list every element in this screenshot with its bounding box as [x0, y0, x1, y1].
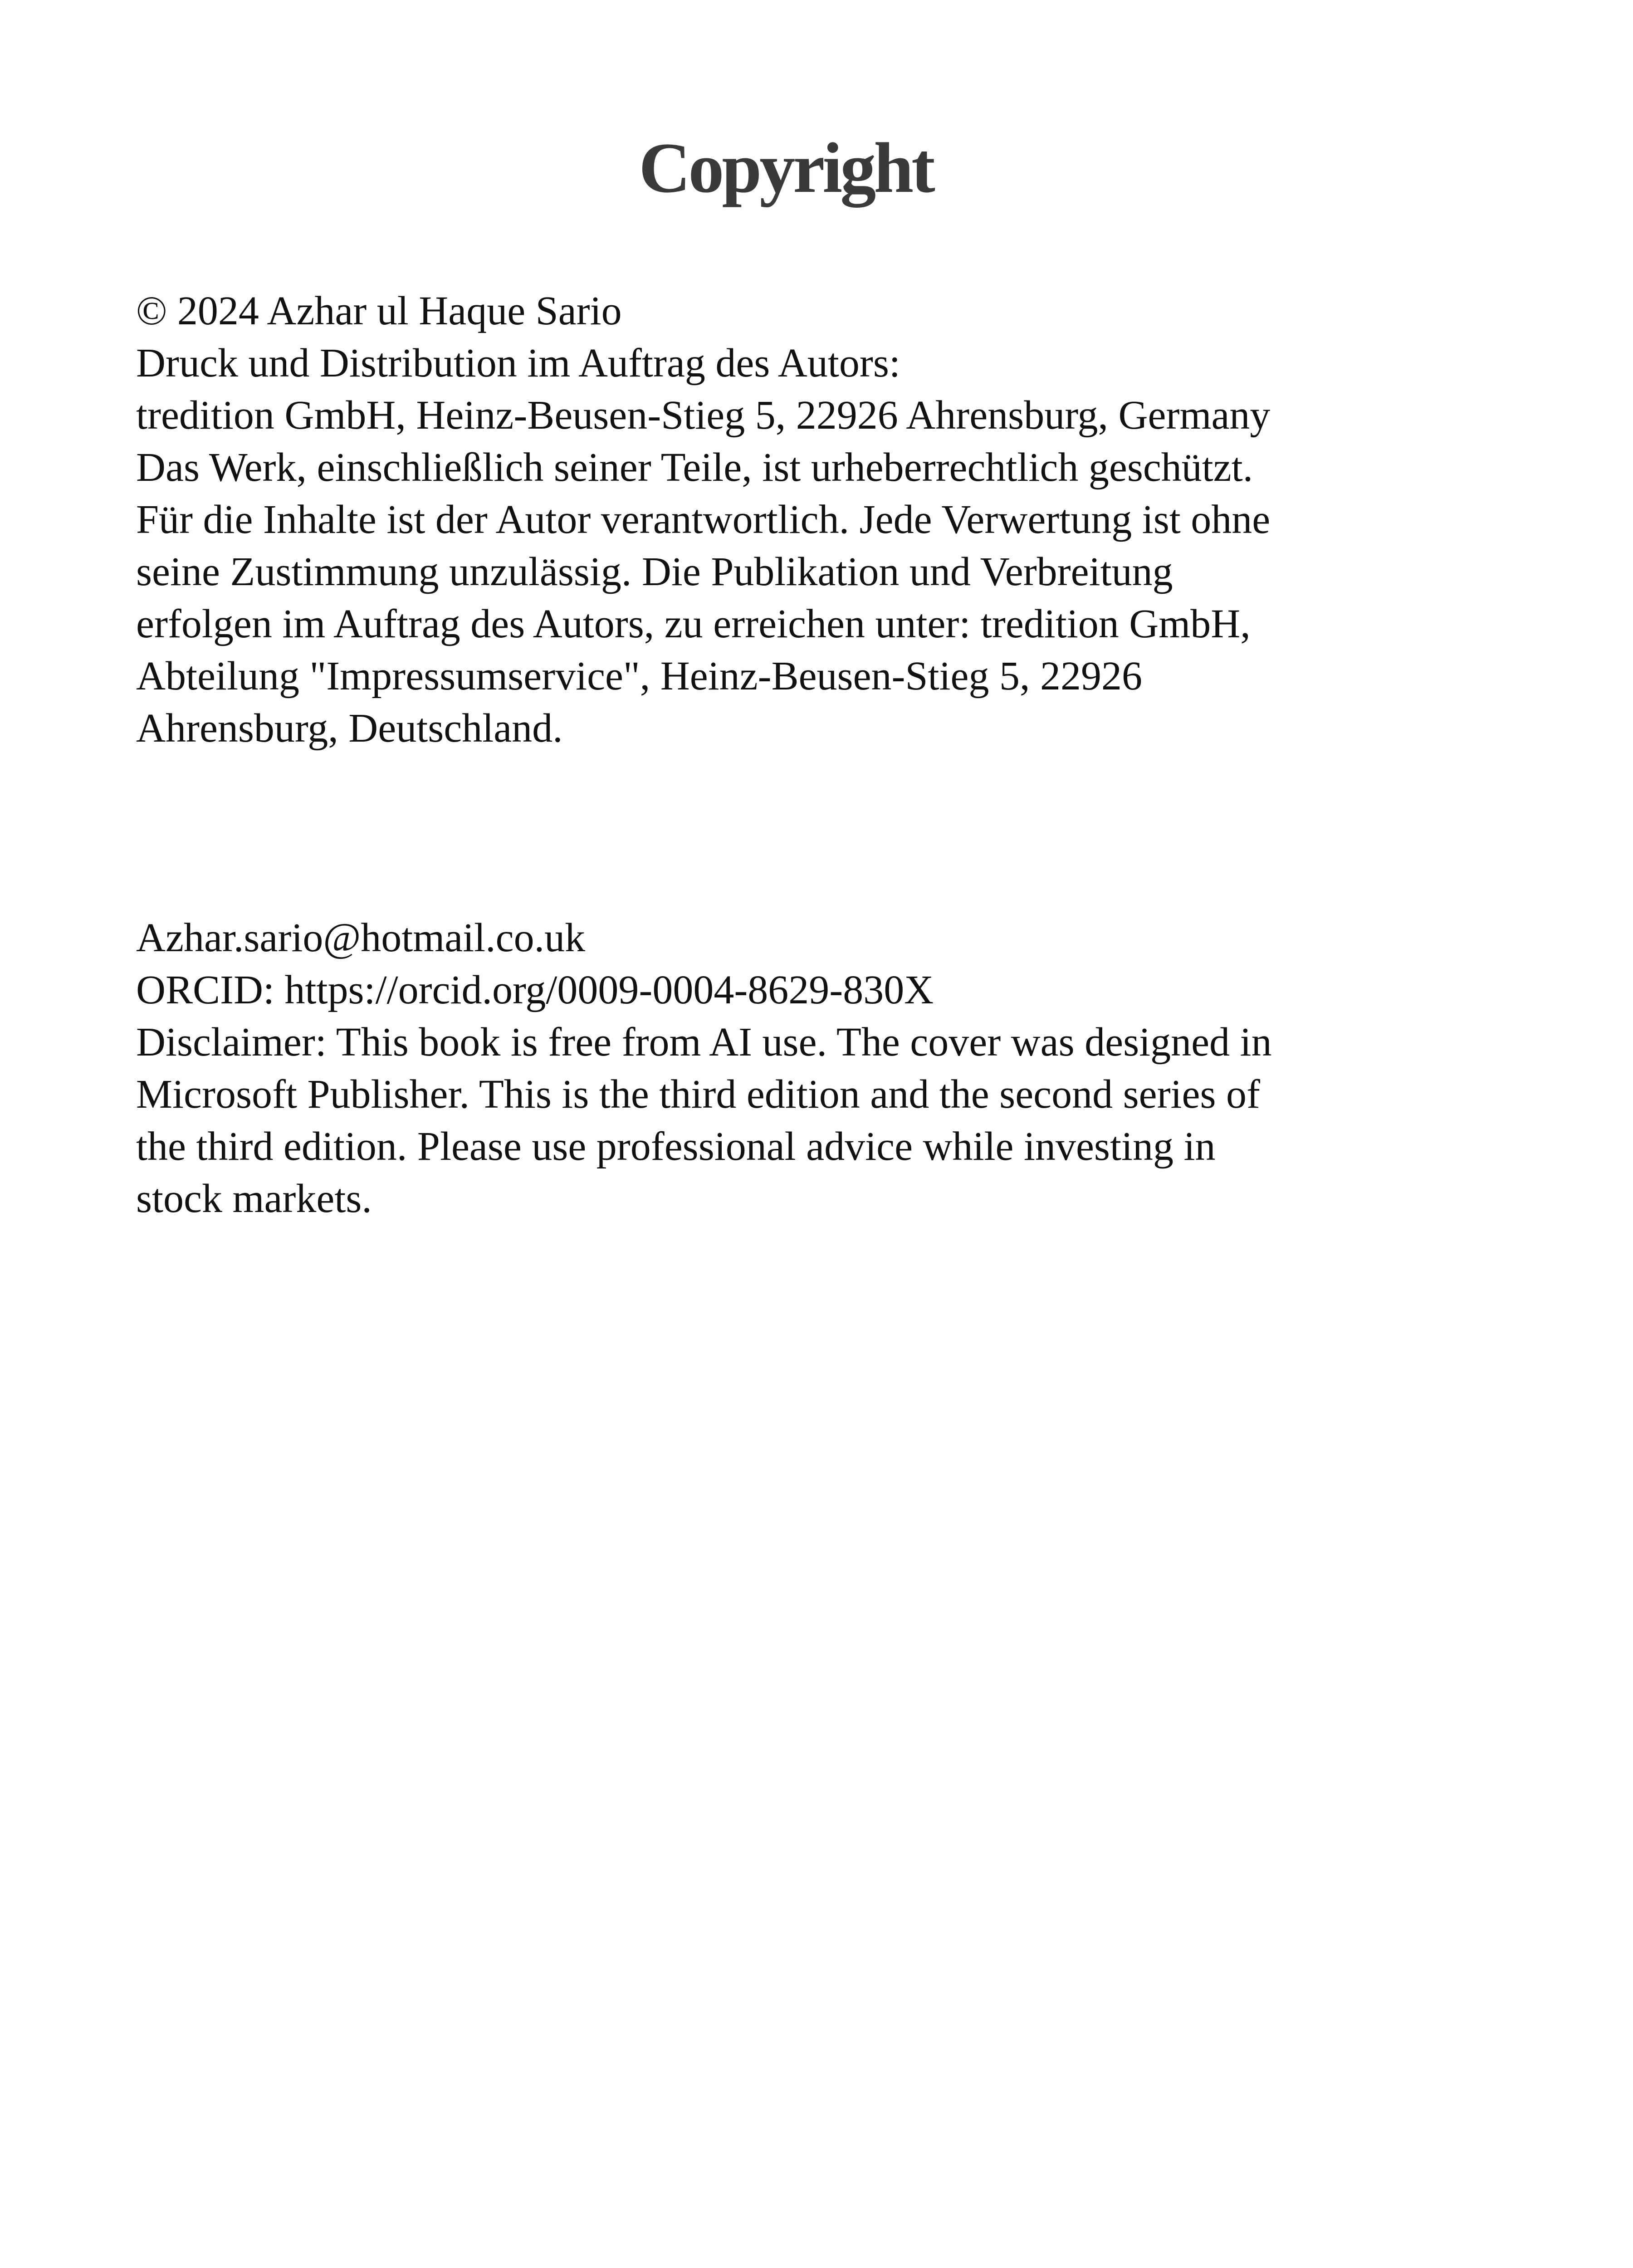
copyright-line: Druck und Distribution im Auftrag des Autors:: [136, 341, 900, 386]
disclaimer-line: stock markets.: [136, 1176, 372, 1221]
copyright-line: tredition GmbH, Heinz-Beusen-Stieg 5, 22926 Ahrensburg, Germany: [136, 393, 1271, 438]
copyright-notice: [136, 285, 1452, 754]
copyright-line: Abteilung "Impressumservice", Heinz-Beusen-Stieg 5, 22926: [136, 654, 1143, 699]
orcid-line: ORCID: https://orcid.org/0009-0004-8629-830X: [136, 968, 934, 1012]
copyright-line: seine Zustimmung unzulässig. Die Publikation und Verbreitung: [136, 549, 1173, 594]
author-email: Azhar.sario@hotmail.co.uk: [136, 915, 586, 960]
copyright-line: © 2024 Azhar ul Haque Sario: [136, 288, 622, 333]
copyright-line: Für die Inhalte ist der Autor verantwortlich. Jede Verwertung ist ohne: [136, 497, 1271, 542]
disclaimer-line: Microsoft Publisher. This is the third edition and the second series of: [136, 1072, 1260, 1117]
contact-and-disclaimer: [136, 912, 1452, 1225]
page-title: Copyright: [639, 128, 933, 208]
copyright-line: Das Werk, einschließlich seiner Teile, ist urheberrechtlich geschützt.: [136, 445, 1253, 490]
disclaimer-line: the third edition. Please use professional advice while investing in: [136, 1124, 1216, 1169]
disclaimer-line: Disclaimer: This book is free from AI use. The cover was designed in: [136, 1020, 1272, 1065]
copyright-line: erfolgen im Auftrag des Autors, zu erreichen unter: tredition GmbH,: [136, 601, 1251, 646]
copyright-line: Ahrensburg, Deutschland.: [136, 706, 563, 751]
